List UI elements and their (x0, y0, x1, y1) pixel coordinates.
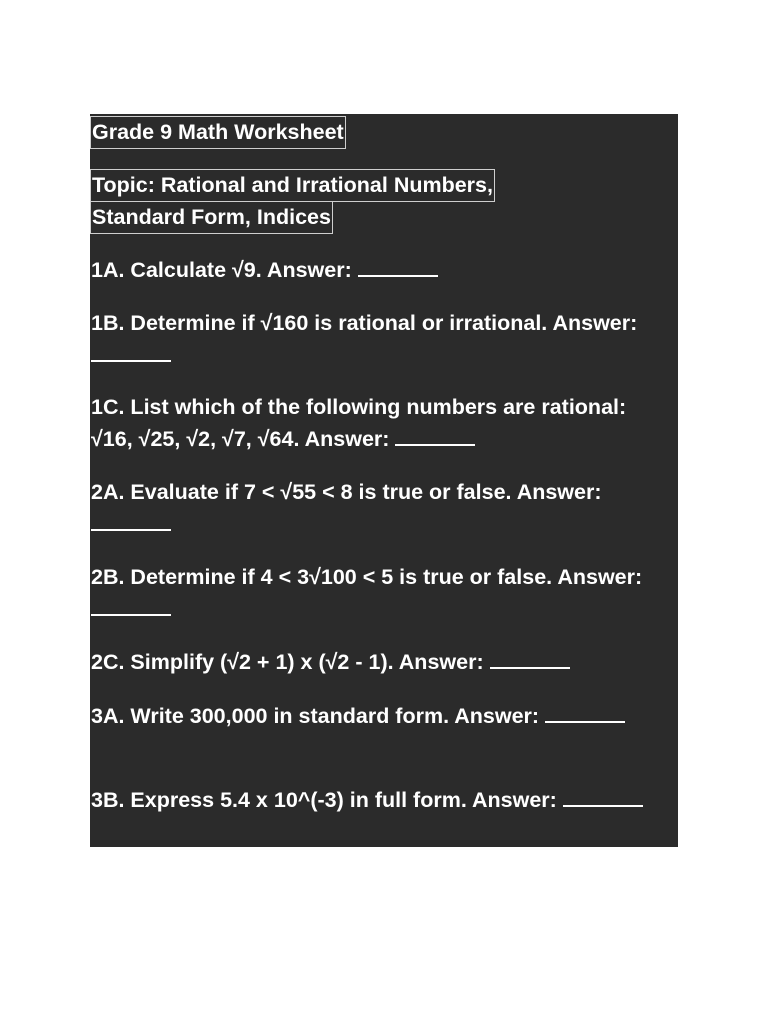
question-text: 2B. Determine if 4 < 3√100 < 5 is true or false. (91, 565, 553, 589)
question-2c (91, 646, 671, 678)
question-1c (91, 391, 671, 455)
answer-blank[interactable] (91, 594, 171, 616)
answer-blank[interactable] (545, 701, 625, 723)
answer-blank[interactable] (563, 785, 643, 807)
answer-label: Answer: (471, 788, 557, 812)
question-1a (91, 254, 671, 286)
answer-label: Answer: (398, 650, 484, 674)
answer-label: Answer: (266, 258, 352, 282)
question-text: 1C. List which of the following numbers are rational: √16, √25, √2, √7, √64. (91, 395, 627, 451)
answer-blank[interactable] (395, 424, 475, 446)
answer-blank[interactable] (91, 340, 171, 362)
question-text: 2C. Simplify (√2 + 1) x (√2 - 1). (91, 650, 394, 674)
worksheet-panel (90, 114, 678, 847)
topic-block (91, 169, 495, 234)
answer-label: Answer: (557, 565, 643, 589)
answer-label: Answer: (516, 480, 602, 504)
question-text: 3B. Express 5.4 x 10^(-3) in full form. (91, 788, 467, 812)
answer-blank[interactable] (358, 255, 438, 277)
topic-line-1: Topic: Rational and Irrational Numbers, (90, 169, 495, 202)
answer-blank[interactable] (490, 647, 570, 669)
question-text: 3A. Write 300,000 in standard form. (91, 704, 450, 728)
question-3b (91, 784, 671, 816)
question-1b (91, 307, 671, 371)
worksheet-title-block (91, 116, 346, 149)
question-text: 2A. Evaluate if 7 < √55 < 8 is true or false. (91, 480, 512, 504)
answer-label: Answer: (552, 311, 638, 335)
answer-label: Answer: (454, 704, 540, 728)
answer-blank[interactable] (91, 509, 171, 531)
question-2a (91, 476, 671, 540)
question-text: 1A. Calculate √9. (91, 258, 262, 282)
question-3a (91, 700, 671, 732)
worksheet-title: Grade 9 Math Worksheet (90, 116, 346, 149)
answer-label: Answer: (304, 427, 390, 451)
question-2b (91, 561, 671, 625)
topic-line-2: Standard Form, Indices (90, 202, 333, 234)
question-text: 1B. Determine if √160 is rational or irrational. (91, 311, 548, 335)
